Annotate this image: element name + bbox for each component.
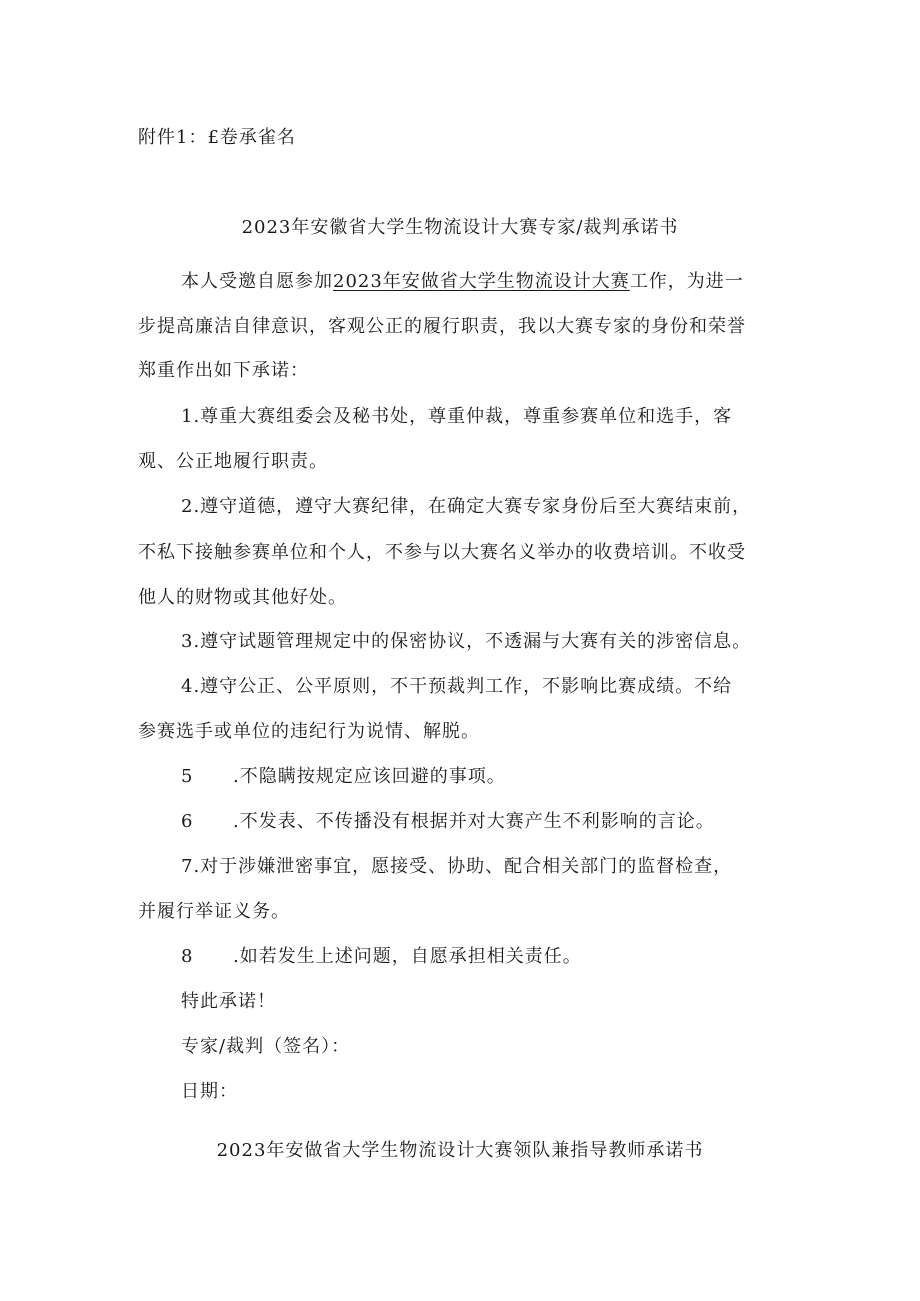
item-number: 4 <box>181 676 194 697</box>
item-text: .对于涉嫌泄密事宜，愿接受、协助、配合相关部门的监督检查， <box>193 856 733 877</box>
item-text: .遵守试题管理规定中的保密协议，不透漏与大赛有关的涉密信息。 <box>193 631 752 652</box>
commitment-item-7-cont: 并履行举证义务。 <box>138 901 290 922</box>
intro-line-1 <box>181 270 744 294</box>
item-number: 8 <box>181 946 194 967</box>
intro-prefix: 本人受邀自愿参加 <box>181 271 333 292</box>
item-number: 6 <box>181 811 194 832</box>
item-text: .遵守道德，遵守大赛纪律，在确定大赛专家身份后至大赛结束前， <box>193 496 752 517</box>
commitment-item-8 <box>181 945 582 969</box>
item-number: 3 <box>181 631 194 652</box>
document-title: 2023年安徽省大学生物流设计大赛专家/裁判承诺书 <box>241 217 679 238</box>
commitment-item-2-cont-1: 不私下接触参赛单位和个人，不参与以大赛名义举办的收费培训。不收受 <box>138 542 746 563</box>
commitment-item-1-cont: 观、公正地履行职责。 <box>138 451 328 472</box>
commitment-item-5 <box>181 765 506 789</box>
commitment-item-1 <box>181 405 732 429</box>
attachment-label: 附件1：£卷承雀名 <box>138 127 296 148</box>
commitment-item-4-cont: 参赛选手或单位的违纪行为说情、解脱。 <box>138 721 480 742</box>
next-document-title: 2023年安做省大学生物流设计大赛领队兼指导教师承诺书 <box>216 1140 704 1161</box>
date-label: 日期： <box>181 1081 238 1102</box>
commitment-item-2 <box>181 495 751 519</box>
intro-line-2: 步提高廉洁自律意识，客观公正的履行职责，我以大赛专家的身份和荣誉 <box>138 316 746 337</box>
commitment-item-7 <box>181 855 732 879</box>
intro-suffix: 工作，为进一 <box>629 271 744 292</box>
commitment-item-4 <box>181 675 732 699</box>
item-text: .不隐瞒按规定应该回避的事项。 <box>233 766 506 787</box>
closing-statement: 特此承诺！ <box>181 991 276 1012</box>
item-text: .如若发生上述问题，自愿承担相关责任。 <box>233 946 582 967</box>
item-number: 7 <box>181 856 194 877</box>
commitment-item-2-cont-2: 他人的财物或其他好处。 <box>138 587 347 608</box>
item-number: 2 <box>181 496 194 517</box>
item-text: .不发表、不传播没有根据并对大赛产生不利影响的言论。 <box>233 811 715 832</box>
item-text: .遵守公正、公平原则，不干预裁判工作，不影响比赛成绩。不给 <box>193 676 733 697</box>
item-number: 1 <box>181 406 194 427</box>
item-text: .尊重大赛组委会及秘书处，尊重仲裁，尊重参赛单位和选手，客 <box>193 406 733 427</box>
signature-label: 专家/裁判（签名）： <box>181 1036 351 1057</box>
item-number: 5 <box>181 766 194 787</box>
intro-event-name: 2023年安做省大学生物流设计大赛 <box>333 271 630 292</box>
commitment-item-3 <box>181 630 751 654</box>
intro-line-3: 郑重作出如下承诺： <box>138 360 309 381</box>
commitment-item-6 <box>181 810 715 834</box>
